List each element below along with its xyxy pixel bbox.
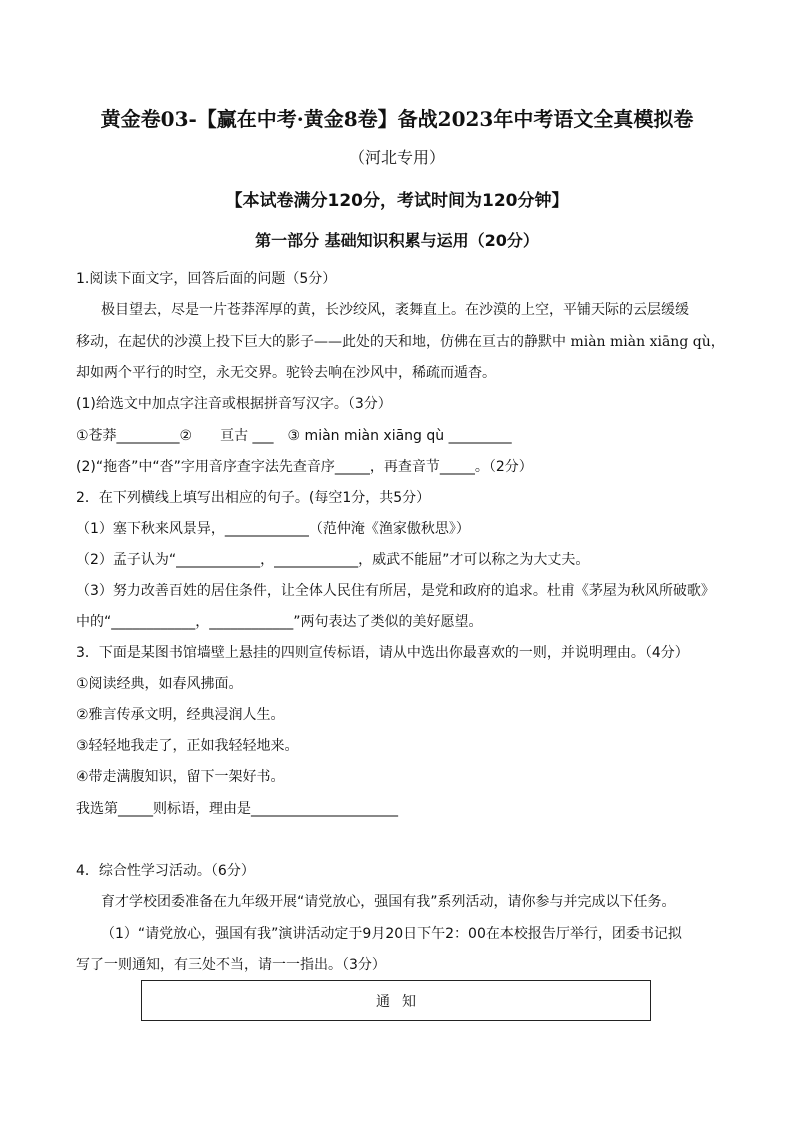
q1-passage-line: 却如两个平行的时空，永无交界。驼铃去响在沙风中，稀疏而遁杳。 <box>76 365 496 381</box>
q2-item: （1）塞下秋来风景异，____________（范仲淹《渔家傲秋思》） <box>76 521 470 537</box>
q1-passage-line: 极目望去，尽是一片苍莽浑厚的黄，长沙绞风，袤舞直上。在沙漠的上空，平铺天际的云层缓缓 <box>101 302 689 318</box>
q1-sub1-answers: ①苍莽_________② 亘古 ___ ③ miàn miàn xiāng qù _________ <box>76 428 512 444</box>
q1-passage-line: 移动，在起伏的沙漠上投下巨大的影子——此处的天和地，仿佛在亘古的静默中 miàn miàn xiāng qù， <box>76 334 725 350</box>
notice-title: 通知 <box>376 994 428 1010</box>
q3-option: ④带走满腹知识，留下一架好书。 <box>76 769 285 785</box>
q3-option: ③轻轻地我走了，正如我轻轻地来。 <box>76 738 299 754</box>
q3-option: ①阅读经典，如春风拂面。 <box>76 676 243 692</box>
exam-info: 【本试卷满分120分，考试时间为120分钟】 <box>225 191 569 211</box>
q4-sub1: （1）“请党放心，强国有我”演讲活动定于9月20日下午2：00在本校报告厅举行，团委书记拟 <box>101 926 682 942</box>
section-heading: 第一部分 基础知识积累与运用（20分） <box>255 231 539 250</box>
q1-sub1: (1)给选文中加点字注音或根据拼音写汉字。（3分） <box>76 396 392 412</box>
q4-sub1-continued: 写了一则通知，有三处不当，请一一指出。（3分） <box>76 957 386 973</box>
q1-stem: 1.阅读下面文字，回答后面的问题（5分） <box>76 271 337 287</box>
q2-item: （3）努力改善百姓的居住条件，让全体人民住有所居，是党和政府的追求。杜甫《茅屋为秋风所破歌》 <box>76 583 715 599</box>
q2-item-continued: 中的“____________，____________”两句表达了类似的美好愿望。 <box>76 614 483 630</box>
q4-stem: 4．综合性学习活动。（6分） <box>76 863 255 879</box>
q3-option: ②雅言传承文明，经典浸润人生。 <box>76 707 285 723</box>
region-label: （河北专用） <box>348 148 445 167</box>
q4-intro: 育才学校团委准备在九年级开展“请党放心，强国有我”系列活动，请你参与并完成以下任务。 <box>101 894 676 910</box>
q3-stem: 3．下面是某图书馆墙壁上悬挂的四则宣传标语，请从中选出你最喜欢的一则，并说明理由。（4分） <box>76 645 689 661</box>
q2-item: （2）孟子认为“____________，____________，威武不能屈”才可以称之为大丈夫。 <box>76 552 590 568</box>
q3-answer-line: 我选第_____则标语，理由是_____________________ <box>76 801 398 817</box>
exam-title: 黄金卷03-【赢在中考·黄金8卷】备战2023年中考语文全真模拟卷 <box>100 107 694 131</box>
q2-stem: 2．在下列横线上填写出相应的句子。(每空1分，共5分） <box>76 490 431 506</box>
q1-sub2: (2)“拖沓”中“沓”字用音序查字法先查音序_____，再查音节_____。（2分） <box>76 459 533 475</box>
notice-box <box>141 980 651 1021</box>
